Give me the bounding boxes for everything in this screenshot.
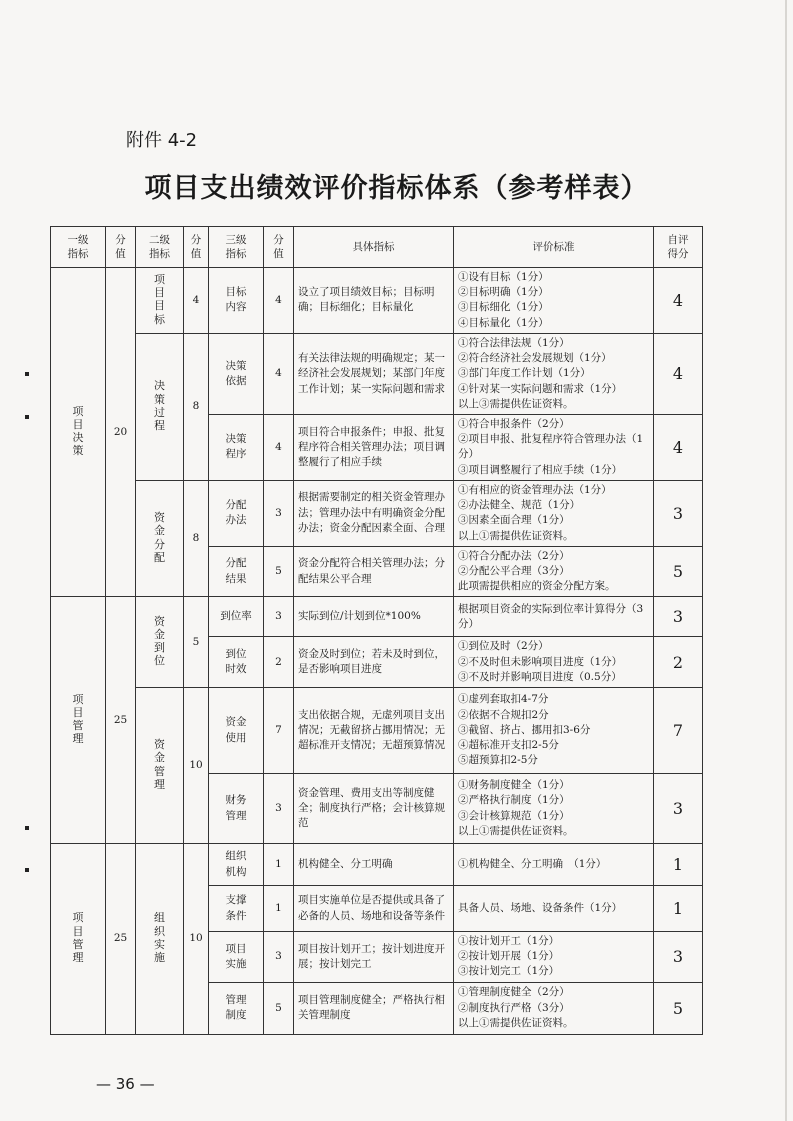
evaluation-criteria: ①到位及时（2分） ②不及时但未影响项目进度（1分） ③不及时并影响项目进度（0.5分） (454, 637, 654, 688)
specific-indicator: 机构健全、分工明确 (294, 844, 454, 886)
level3-score: 4 (264, 414, 294, 480)
level3-indicator: 资金 使用 (209, 688, 264, 774)
level3-score: 1 (264, 886, 294, 932)
self-score: 4 (654, 268, 703, 334)
evaluation-criteria: ①虚列套取扣4-7分 ②依据不合规扣2分 ③截留、挤占、挪用扣3-6分 ④超标准开支扣2-5分 ⑤超预算扣2-5分 (454, 688, 654, 774)
level1-score: 25 (106, 597, 136, 844)
level3-indicator: 管理 制度 (209, 982, 264, 1034)
self-score: 5 (654, 982, 703, 1034)
table-header-row (51, 227, 703, 268)
level2-indicator: 组织实施 (136, 844, 184, 1035)
level3-score: 1 (264, 844, 294, 886)
specific-indicator: 根据需要制定的相关资金管理办法；管理办法中有明确资金分配办法；资金分配因素全面、合理 (294, 480, 454, 546)
evaluation-criteria: ①按计划开工（1分） ②按计划开展（1分） ③按计划完工（1分） (454, 932, 654, 983)
evaluation-criteria: ①设有目标（1分） ②目标明确（1分） ③目标细化（1分） ④目标量化（1分） (454, 268, 654, 334)
level1-indicator: 项目管理 (51, 597, 106, 844)
self-score: 3 (654, 480, 703, 546)
table-row (51, 688, 703, 774)
page-number: — 36 — (96, 1075, 155, 1093)
level3-indicator: 组织 机构 (209, 844, 264, 886)
level3-indicator: 分配 办法 (209, 480, 264, 546)
level3-indicator: 财务 管理 (209, 774, 264, 844)
level2-score: 8 (184, 333, 209, 480)
header-criteria: 评价标准 (454, 227, 654, 268)
specific-indicator: 资金及时到位；若未及时到位，是否影响项目进度 (294, 637, 454, 688)
table-row (51, 480, 703, 546)
evaluation-criteria: ①有相应的资金管理办法（1分） ②办法健全、规范（1分） ③因素全面合理（1分） 以上①需提供佐证资料。 (454, 480, 654, 546)
evaluation-criteria: 根据项目资金的实际到位率计算得分（3分） (454, 597, 654, 637)
self-score: 7 (654, 688, 703, 774)
level2-indicator: 资金分配 (136, 480, 184, 597)
self-score: 3 (654, 597, 703, 637)
level1-indicator: 项目决策 (51, 268, 106, 597)
specific-indicator: 实际到位/计划到位*100% (294, 597, 454, 637)
level2-score: 5 (184, 597, 209, 688)
specific-indicator: 设立了项目绩效目标；目标明确；目标细化；目标量化 (294, 268, 454, 334)
specific-indicator: 资金分配符合相关管理办法；分配结果公平合理 (294, 546, 454, 597)
self-score: 4 (654, 414, 703, 480)
specific-indicator: 项目按计划开工；按计划进度开展；按计划完工 (294, 932, 454, 983)
level2-score: 8 (184, 480, 209, 597)
level1-score: 25 (106, 844, 136, 1035)
self-score: 5 (654, 546, 703, 597)
header-level3: 三级 指标 (209, 227, 264, 268)
binding-hole-mark (25, 826, 29, 830)
table-row (51, 268, 703, 334)
level3-indicator: 决策 依据 (209, 333, 264, 414)
binding-hole-mark (25, 372, 29, 376)
level1-indicator: 项目管理 (51, 844, 106, 1035)
header-specific-indicator: 具体指标 (294, 227, 454, 268)
level3-indicator: 支撑 条件 (209, 886, 264, 932)
level3-score: 7 (264, 688, 294, 774)
level3-score: 4 (264, 268, 294, 334)
header-level1: 一级 指标 (51, 227, 106, 268)
level3-indicator: 决策 程序 (209, 414, 264, 480)
level2-indicator: 资金到位 (136, 597, 184, 688)
level2-indicator: 资金管理 (136, 688, 184, 844)
level2-indicator: 项目目标 (136, 268, 184, 334)
evaluation-criteria: ①符合法律法规（1分） ②符合经济社会发展规划（1分） ③部门年度工作计划（1分） ④针对某一实际问题和需求（1分） 以上③需提供佐证资料。 (454, 333, 654, 414)
table-row (51, 597, 703, 637)
header-self-score: 自评 得分 (654, 227, 703, 268)
level3-score: 5 (264, 546, 294, 597)
binding-hole-mark (25, 415, 29, 419)
evaluation-criteria: ①机构健全、分工明确 （1分） (454, 844, 654, 886)
level2-score: 4 (184, 268, 209, 334)
level3-indicator: 到位率 (209, 597, 264, 637)
specific-indicator: 支出依据合规，无虚列项目支出情况；无截留挤占挪用情况；无超标准开支情况；无超预算情况 (294, 688, 454, 774)
evaluation-criteria: 具备人员、场地、设备条件（1分） (454, 886, 654, 932)
level2-score: 10 (184, 844, 209, 1035)
attachment-label: 附件 4-2 (126, 130, 198, 151)
self-score: 4 (654, 333, 703, 414)
level3-score: 4 (264, 333, 294, 414)
level3-score: 5 (264, 982, 294, 1034)
level2-indicator: 决策过程 (136, 333, 184, 480)
evaluation-criteria: ①符合申报条件（2分） ②项目申报、批复程序符合管理办法（1分） ③项目调整履行了相应手续（1分） (454, 414, 654, 480)
document-title: 项目支出绩效评价指标体系（参考样表） (144, 173, 649, 204)
level3-indicator: 到位 时效 (209, 637, 264, 688)
table-row (51, 844, 703, 886)
level3-score: 3 (264, 932, 294, 983)
specific-indicator: 项目管理制度健全；严格执行相关管理制度 (294, 982, 454, 1034)
level3-indicator: 目标 内容 (209, 268, 264, 334)
evaluation-criteria: ①管理制度健全（2分） ②制度执行严格（3分） 以上①需提供佐证资料。 (454, 982, 654, 1034)
specific-indicator: 项目符合申报条件；申报、批复程序符合相关管理办法；项目调整履行了相应手续 (294, 414, 454, 480)
self-score: 3 (654, 774, 703, 844)
self-score: 1 (654, 886, 703, 932)
binding-hole-mark (25, 868, 29, 872)
level3-score: 2 (264, 637, 294, 688)
level3-score: 3 (264, 480, 294, 546)
header-level1-score: 分 值 (106, 227, 136, 268)
self-score: 1 (654, 844, 703, 886)
level3-indicator: 分配 结果 (209, 546, 264, 597)
level2-score: 10 (184, 688, 209, 844)
specific-indicator: 资金管理、费用支出等制度健全；制度执行严格；会计核算规范 (294, 774, 454, 844)
table-row (51, 333, 703, 414)
self-score: 2 (654, 637, 703, 688)
specific-indicator: 项目实施单位是否提供或具备了必备的人员、场地和设备等条件 (294, 886, 454, 932)
header-level3-score: 分 值 (264, 227, 294, 268)
level3-indicator: 项目 实施 (209, 932, 264, 983)
evaluation-criteria: ①符合分配办法（2分） ②分配公平合理（3分） 此项需提供相应的资金分配方案。 (454, 546, 654, 597)
level1-score: 20 (106, 268, 136, 597)
specific-indicator: 有关法律法规的明确规定；某一经济社会发展规划；某部门年度工作计划；某一实际问题和需求 (294, 333, 454, 414)
self-score: 3 (654, 932, 703, 983)
header-level2: 二级 指标 (136, 227, 184, 268)
evaluation-criteria: ①财务制度健全（1分） ②严格执行制度（1分） ③会计核算规范（1分） 以上①需提供佐证资料。 (454, 774, 654, 844)
level3-score: 3 (264, 774, 294, 844)
indicator-table (50, 226, 703, 1035)
level3-score: 3 (264, 597, 294, 637)
header-level2-score: 分 值 (184, 227, 209, 268)
